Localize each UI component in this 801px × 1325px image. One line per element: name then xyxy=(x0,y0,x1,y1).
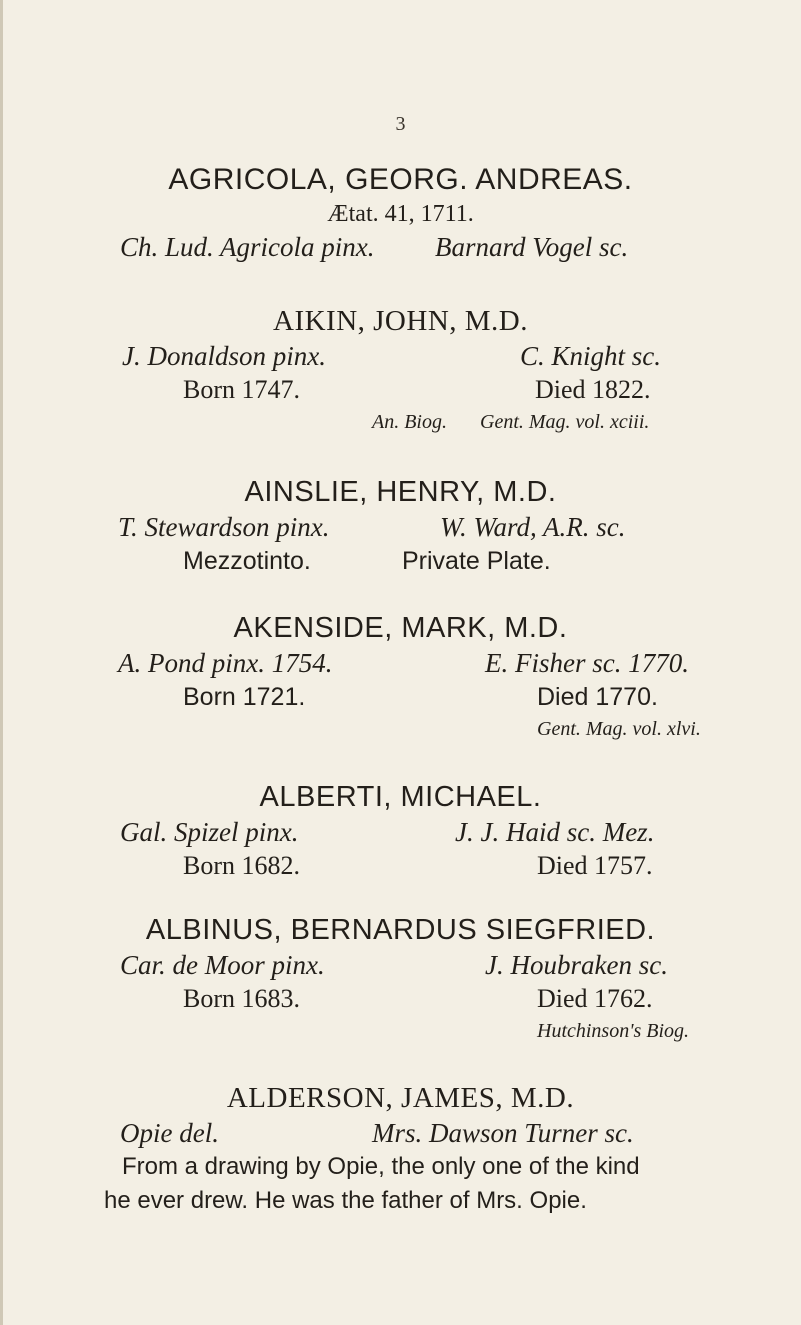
entry-reference: Gent. Mag. vol. xlvi. xyxy=(537,718,701,740)
entry-reference: Gent. Mag. vol. xciii. xyxy=(480,411,650,433)
entry-name: ALDERSON, JAMES, M.D. xyxy=(226,1082,575,1114)
entry-engraver: Mrs. Dawson Turner sc. xyxy=(372,1118,634,1148)
entry-agricola xyxy=(0,162,801,264)
entry-name: ALBERTI, MICHAEL. xyxy=(259,781,542,813)
page-number: 3 xyxy=(395,113,406,135)
entry-name: AIKIN, JOHN, M.D. xyxy=(273,305,528,337)
entry-alberti xyxy=(0,779,801,883)
entry-born: Born 1721. xyxy=(183,683,306,711)
entry-albinus xyxy=(0,912,801,1046)
entry-died: Died 1757. xyxy=(537,851,653,880)
entry-painter: Gal. Spizel pinx. xyxy=(120,817,299,847)
entry-akenside xyxy=(0,610,801,744)
entry-born: Born 1682. xyxy=(183,851,300,880)
entry-painter: Ch. Lud. Agricola pinx. xyxy=(120,232,375,262)
entry-reference: An. Biog. xyxy=(372,411,447,433)
entry-engraver: J. J. Haid sc. Mez. xyxy=(455,817,655,847)
entry-aetat: Ætat. 41, 1711. xyxy=(327,201,474,227)
entry-died: Died 1822. xyxy=(535,375,651,404)
entry-aikin xyxy=(0,303,801,437)
entry-alderson xyxy=(0,1080,801,1218)
entry-died: Died 1762. xyxy=(537,984,653,1013)
entry-name: ALBINUS, BERNARDUS SIEGFRIED. xyxy=(145,914,656,946)
entry-note: he ever drew. He was the father of Mrs. Opie. xyxy=(104,1187,587,1214)
entry-painter: Car. de Moor pinx. xyxy=(120,950,325,980)
entry-engraver: W. Ward, A.R. sc. xyxy=(440,512,626,542)
entry-reference: Hutchinson's Biog. xyxy=(537,1020,690,1042)
entry-name: AINSLIE, HENRY, M.D. xyxy=(244,476,557,508)
entry-born: Born 1683. xyxy=(183,984,300,1013)
entry-plate: Private Plate. xyxy=(402,547,551,575)
entry-engraver: C. Knight sc. xyxy=(520,341,662,371)
entry-medium: Mezzotinto. xyxy=(183,547,311,575)
entry-painter: A. Pond pinx. 1754. xyxy=(118,648,333,678)
entry-name: AKENSIDE, MARK, M.D. xyxy=(233,612,568,644)
entry-ainslie xyxy=(0,474,801,578)
entry-note: From a drawing by Opie, the only one of the kind xyxy=(122,1153,640,1180)
entry-painter: Opie del. xyxy=(120,1118,219,1148)
entry-painter: T. Stewardson pinx. xyxy=(118,512,330,542)
entry-name: AGRICOLA, GEORG. ANDREAS. xyxy=(168,163,633,196)
entry-engraver: Barnard Vogel sc. xyxy=(435,232,629,262)
entry-engraver: E. Fisher sc. 1770. xyxy=(485,648,689,678)
entry-born: Born 1747. xyxy=(183,375,300,404)
entry-died: Died 1770. xyxy=(537,683,658,711)
entry-engraver: J. Houbraken sc. xyxy=(485,950,668,980)
entry-painter: J. Donaldson pinx. xyxy=(122,341,326,371)
